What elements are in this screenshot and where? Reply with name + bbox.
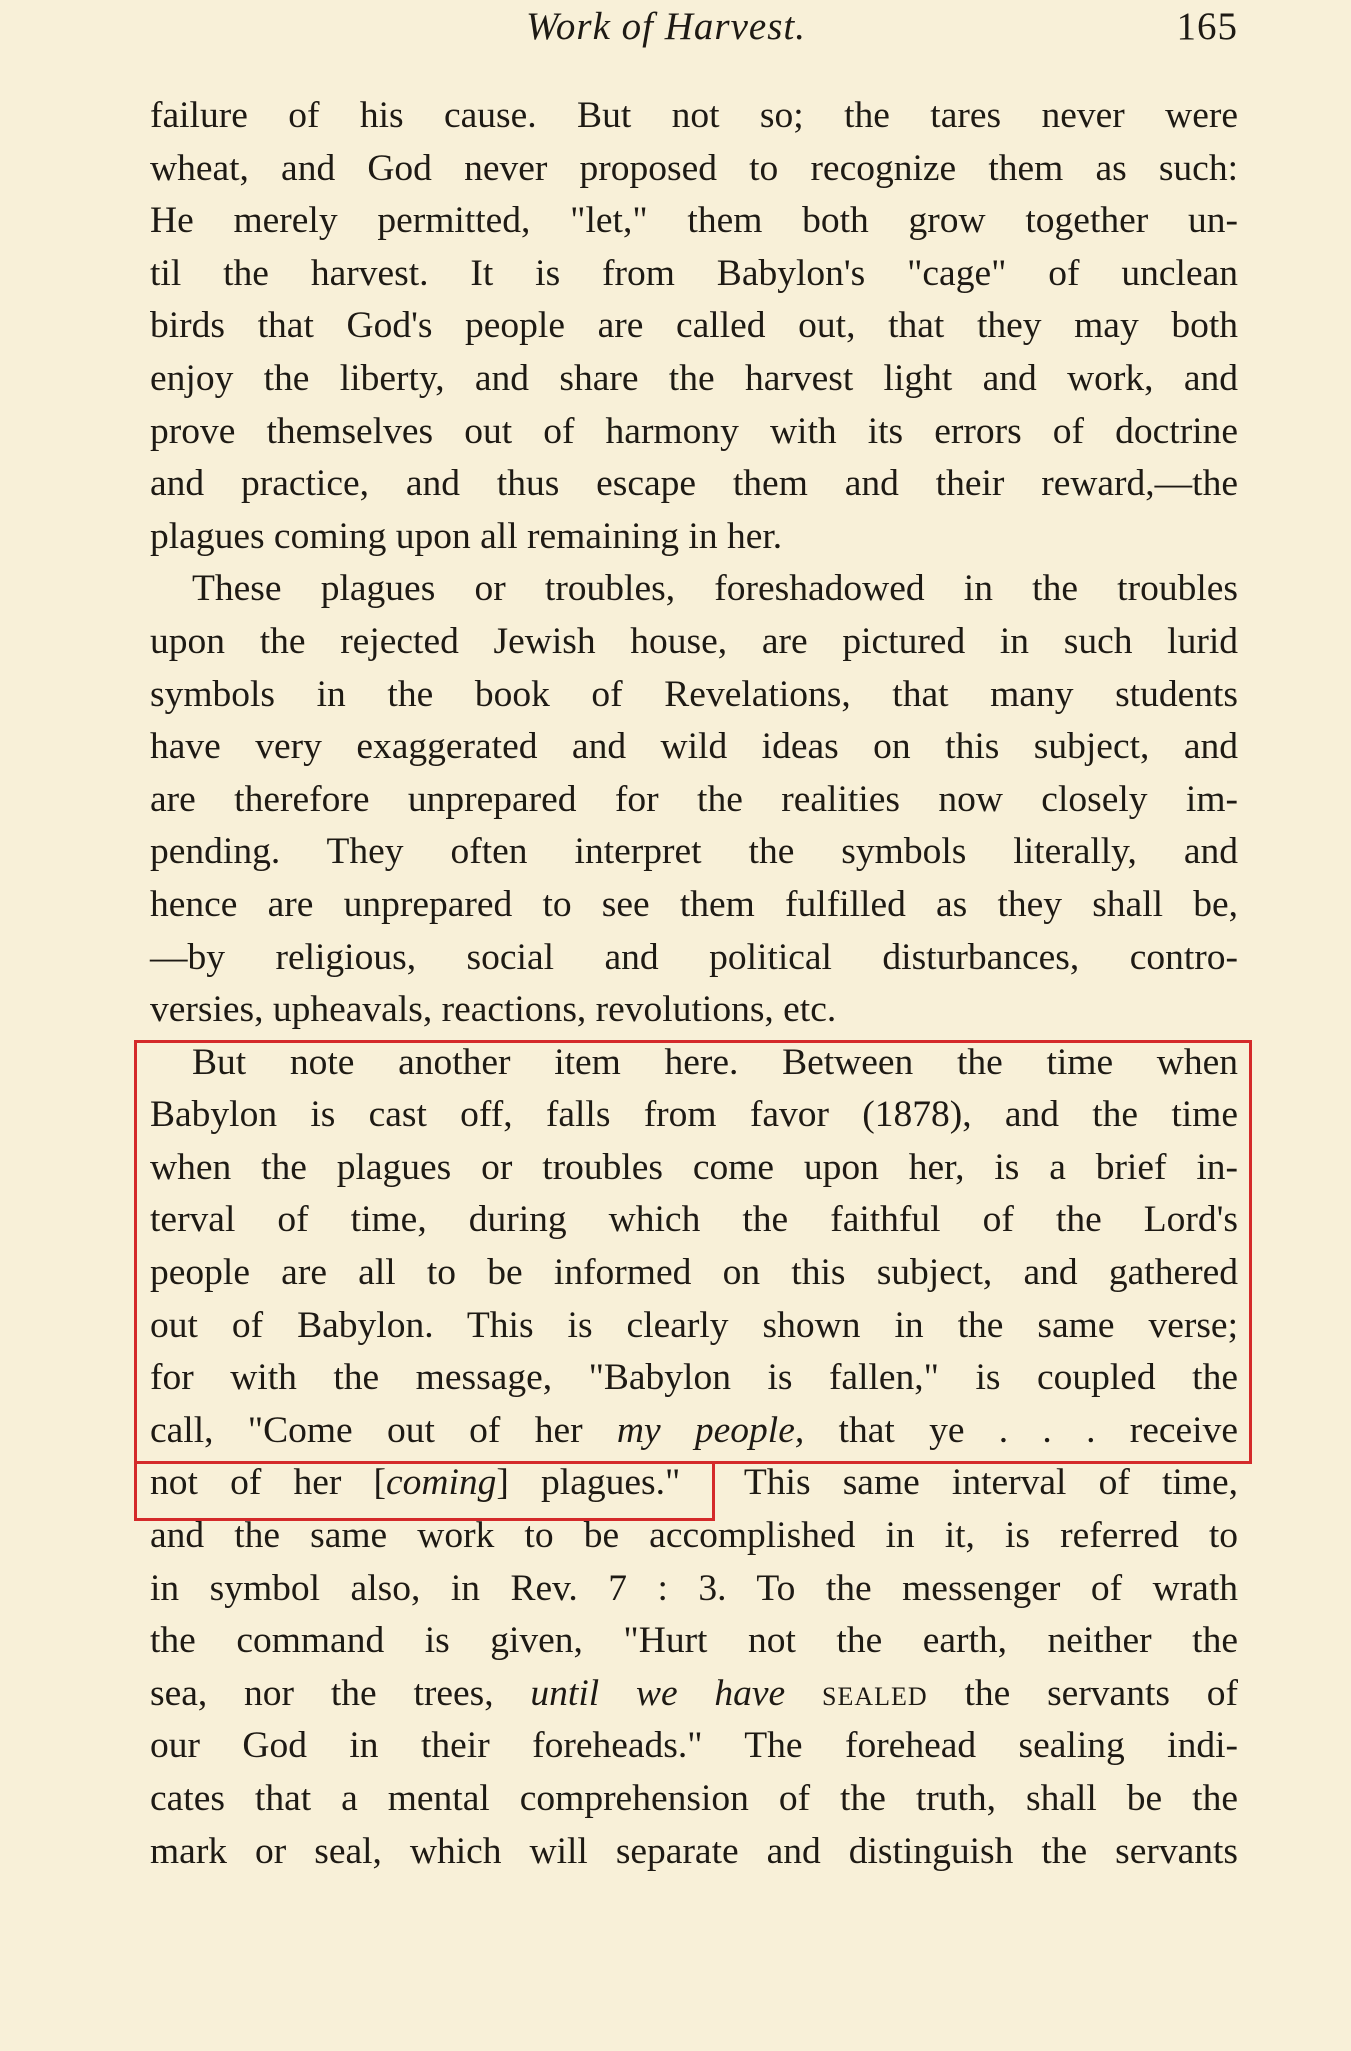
text-line: upon the rejected Jewish house, are pictured in such lurid [150,620,1238,662]
text-line: cates that a mental comprehension of the truth, shall be the [150,1778,1238,1819]
text-line: enjoy the liberty, and share the harvest light and work, and [150,357,1238,399]
text-run: call, "Come out of her [150,1409,617,1451]
text-line: But note another item here. Between the time when [192,1041,1238,1083]
text-line: til the harvest. It is from Babylon's "cage" of unclean [150,252,1238,294]
text-line: when the plagues or troubles come upon her, is a brief in- [150,1146,1238,1188]
text-line: versies, upheavals, reactions, revolutions, etc. [150,989,837,1031]
italic-text: until we have [530,1672,786,1714]
text-line: mark or seal, which will separate and distinguish the servants [150,1830,1238,1872]
body-text [150,90,1238,1878]
text-run: the servants of [927,1672,1238,1714]
text-line: for with the message, "Babylon is fallen," is coupled the [150,1357,1238,1399]
text-line: hence are unprepared to see them fulfilled as they shall be, [150,883,1238,925]
text-line [150,1457,1238,1510]
text-line: in symbol also, in Rev. 7 : 3. To the messenger of wrath [150,1567,1238,1609]
text-run: that ye . . . receive [804,1409,1238,1451]
text-line [150,1405,1238,1458]
text-run: not of her [ [150,1462,386,1504]
text-line: pending. They often interpret the symbols literally, and [150,831,1238,873]
text-line [150,1668,1238,1721]
small-caps-text: sealed [822,1672,928,1714]
text-line: failure of his cause. But not so; the tares never were [150,95,1238,136]
text-line: symbols in the book of Revelations, that many students [150,673,1238,715]
text-line: These plagues or troubles, foreshadowed in the troubles [192,568,1238,610]
text-line: prove themselves out of harmony with its errors of doctrine [150,410,1238,452]
text-run: sea, nor the trees, [150,1672,531,1714]
running-title: Work of Harvest. [526,5,806,48]
text-line: have very exaggerated and wild ideas on this subject, and [150,726,1238,768]
text-line: birds that God's people are called out, that they may both [150,305,1238,347]
text-line: and the same work to be accomplished in it, is referred to [150,1515,1238,1557]
text-line: He merely permitted, "let," them both grow together un- [150,200,1238,242]
text-line: out of Babylon. This is clearly shown in the same verse; [150,1304,1238,1346]
text-run: ] plagues." This same interval of time, [496,1462,1238,1504]
text-line: plagues coming upon all remaining in her. [150,515,783,557]
text-line: people are all to be informed on this subject, and gathered [150,1252,1238,1294]
text-line: —by religious, social and political disturbances, contro- [150,936,1238,978]
text-line: the command is given, "Hurt not the earth, neither the [150,1620,1238,1662]
text-run [785,1673,822,1714]
text-line: wheat, and God never proposed to recognize them as such: [150,147,1238,189]
italic-text: coming [385,1462,497,1504]
page-number: 165 [1176,5,1238,48]
text-line: our God in their foreheads." The forehead sealing indi- [150,1725,1238,1767]
page-header [150,4,1238,56]
text-line: Babylon is cast off, falls from favor (1878), and the time [150,1094,1238,1136]
paragraph [150,1037,1238,1879]
paragraph [150,563,1238,1036]
text-line: and practice, and thus escape them and their reward,—the [150,463,1238,505]
text-line: terval of time, during which the faithful of the Lord's [150,1199,1238,1241]
italic-text: my people, [616,1409,805,1451]
paragraph [150,90,1238,563]
text-line: are therefore unprepared for the realities now closely im- [150,778,1238,820]
